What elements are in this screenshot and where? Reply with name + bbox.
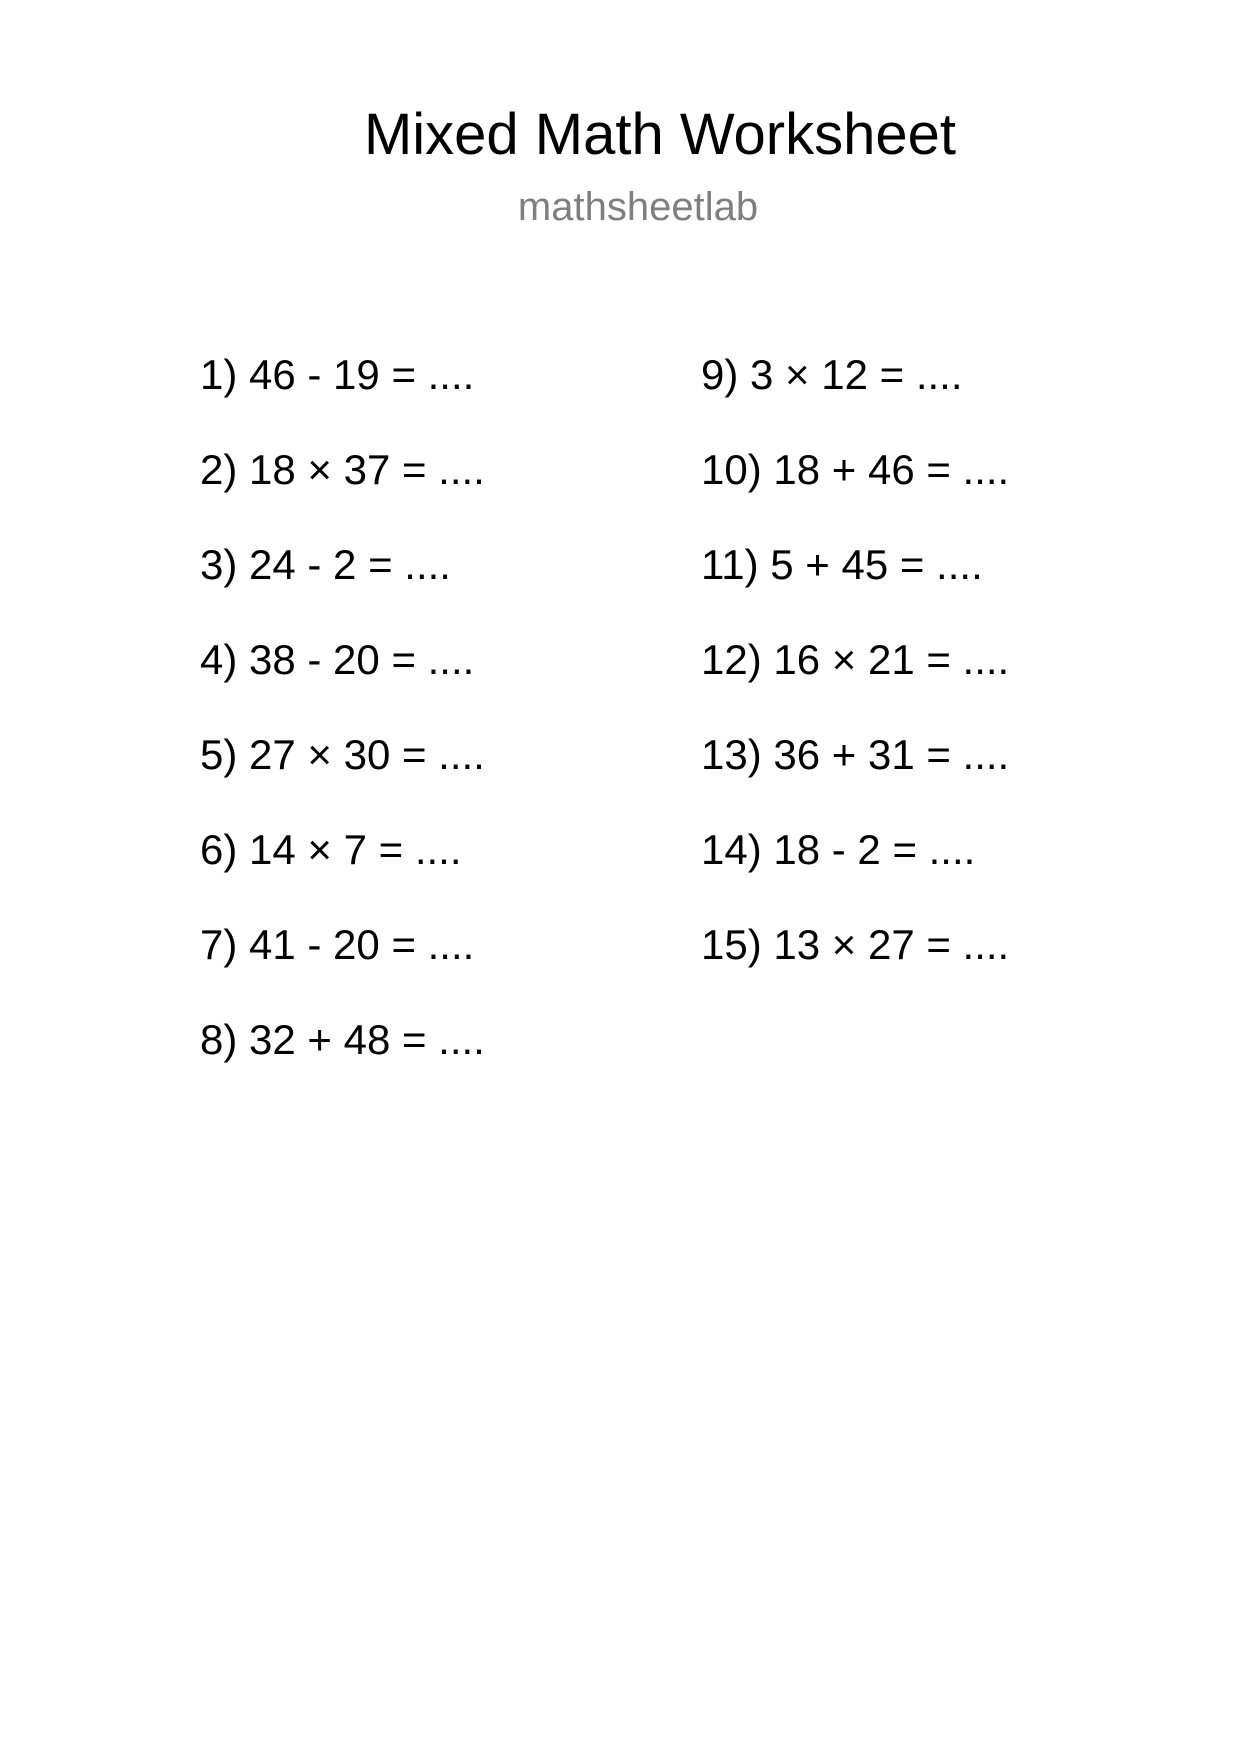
problem-14: 14) 18 - 2 = .... xyxy=(701,826,976,873)
problem-15: 15) 13 × 27 = .... xyxy=(701,921,1010,968)
problem-13: 13) 36 + 31 = .... xyxy=(701,731,1010,778)
problem-10: 10) 18 + 46 = .... xyxy=(701,446,1010,493)
problem-4: 4) 38 - 20 = .... xyxy=(200,636,475,683)
problem-1: 1) 46 - 19 = .... xyxy=(200,351,475,398)
problem-7: 7) 41 - 20 = .... xyxy=(200,921,475,968)
problem-11: 11) 5 + 45 = .... xyxy=(701,541,983,588)
problem-column-left xyxy=(200,350,485,1110)
problem-column-right xyxy=(701,350,1009,1015)
problem-6: 6) 14 × 7 = .... xyxy=(200,826,462,873)
problem-9: 9) 3 × 12 = .... xyxy=(701,351,963,398)
problem-5: 5) 27 × 30 = .... xyxy=(200,731,485,778)
worksheet-title: Mixed Math Worksheet xyxy=(363,102,957,167)
problem-8: 8) 32 + 48 = .... xyxy=(200,1016,485,1063)
worksheet-subtitle: mathsheetlab xyxy=(517,185,759,229)
problem-2: 2) 18 × 37 = .... xyxy=(200,446,485,493)
problem-3: 3) 24 - 2 = .... xyxy=(200,541,451,588)
problem-12: 12) 16 × 21 = .... xyxy=(701,636,1010,683)
